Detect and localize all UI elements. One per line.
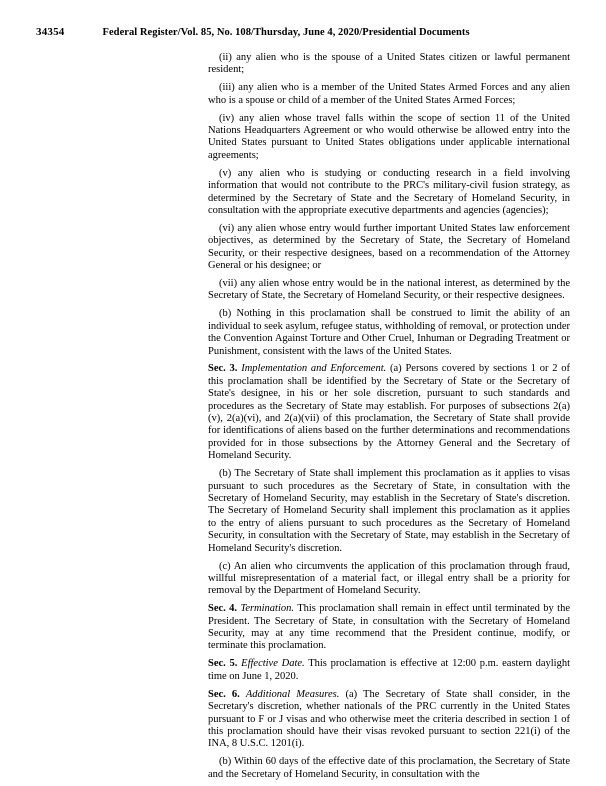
- paragraph-subsection-b-nothing: [208, 308, 570, 358]
- paragraph-sec-5-effective-date-run-3: This proclamation is effective at 12:00 p.m. eastern daylight time on June 1, 2020.: [208, 658, 571, 682]
- paragraph-subsection-b-nothing-run-0: (b) Nothing in this proclamation shall be construed to limit the ability of an individual to seek asylum, refugee status, withholding of removal, or protection under the Convention Against Torture and Other Cruel, Inhuman or Degrading Treatment or Punishment, consistent with the laws of the United States.: [208, 308, 570, 357]
- paragraph-sec-4-termination-run-3: This proclamation shall remain in effect until terminated by the President. The Secretary of State, in consultation with the Secretary of Homeland Security, may at any time recommend that the President continue, modify, or terminate this proclamation.: [208, 603, 571, 652]
- paragraph-sec-4-termination: [208, 603, 570, 653]
- paragraph-sec-6-additional-measures-run-3: (a) The Secretary of State shall consider, in the Secretary's discretion, whether nationals of the PRC currently in the United States pursuant to F or J visas and who otherwise meet the criteria described in section 1 of this proclamation should have their visas revoked pursuant to section 221(i) of the INA, 8 U.S.C. 1201(i).: [208, 688, 571, 750]
- paragraph-sec-5-effective-date-run-2: Effective Date.: [241, 658, 305, 670]
- document-body: [208, 52, 570, 781]
- header-citation: [103, 27, 470, 38]
- header-section: Presidential Documents: [362, 27, 470, 38]
- paragraph-sec-5-effective-date: [208, 658, 570, 683]
- paragraph-sec-3-c: [208, 561, 570, 598]
- paragraph-clause-iii: [208, 82, 570, 107]
- paragraph-clause-vii-run-0: (vii) any alien whose entry would be in the national interest, as determined by the Secretary of State, the Secretary of Homeland Security, or their respective designees.: [208, 278, 570, 302]
- paragraph-clause-ii-run-0: (ii) any alien who is the spouse of a United States citizen or lawful permanent resident;: [208, 52, 570, 76]
- paragraph-clause-ii: [208, 52, 570, 77]
- paragraph-clause-v-run-0: (v) any alien who is studying or conducting research in a field involving information that would not contribute to the PRC's military-civil fusion strategy, as determined by the Secretary of State and the Secretary of Homeland Security, in consultation with the appropriate executive departments and agencies (agencies);: [208, 167, 570, 216]
- paragraph-sec-3-implementation-run-0: Sec. 3.: [208, 363, 238, 375]
- page-header: [36, 26, 570, 38]
- paragraph-sec-3-b-run-0: (b) The Secretary of State shall implement this proclamation as it applies to visas pursuant to such procedures as the Secretary of State, in consultation with the Secretary of Homeland Security, may establish in the Secretary of State's discretion. The Secretary of Homeland Security shall implement this proclamation as it applies to the entry of aliens pursuant to such procedures as the Secretary of Homeland Security, in consultation with the Secretary of State, may establish in the Secretary of Homeland Security's discretion.: [208, 468, 570, 554]
- paragraph-sec-3-implementation: [208, 363, 570, 462]
- header-volume: Vol. 85, No. 108: [180, 27, 252, 38]
- header-date: Thursday, June 4, 2020: [254, 27, 360, 38]
- paragraph-clause-iii-run-0: (iii) any alien who is a member of the United States Armed Forces and any alien who is a spouse or child of a member of the United States Armed Forces;: [208, 82, 570, 106]
- header-separator-1: /: [177, 27, 181, 38]
- paragraph-sec-3-c-run-0: (c) An alien who circumvents the application of this proclamation through fraud, willful misrepresentation of a material fact, or illegal entry shall be a priority for removal by the Department of Homeland Security.: [208, 560, 570, 597]
- paragraph-clause-vii: [208, 278, 570, 303]
- header-separator-3: /: [359, 27, 363, 38]
- paragraph-sec-5-effective-date-run-0: Sec. 5.: [208, 658, 238, 670]
- header-separator-2: /: [251, 27, 254, 38]
- paragraph-sec-4-termination-run-0: Sec. 4.: [208, 603, 238, 615]
- paragraph-clause-iv-run-0: (iv) any alien whose travel falls within the scope of section 11 of the United Nations Headquarters Agreement or who would otherwise be allowed entry into the United States pursuant to United States obligations under applicable international agreements;: [208, 112, 570, 161]
- paragraph-sec-3-b: [208, 468, 570, 555]
- paragraph-sec-6-b: [208, 756, 570, 781]
- paragraph-clause-vi-run-0: (vi) any alien whose entry would further important United States law enforcement objectives, as determined by the Secretary of State, the Secretary of Homeland Security, or their respective designees, based on a recommendation of the Attorney General or his designee; or: [208, 222, 570, 272]
- paragraph-sec-6-additional-measures-run-2: Additional Measures.: [245, 688, 340, 700]
- paragraph-clause-iv: [208, 113, 570, 163]
- paragraph-sec-6-additional-measures-run-0: Sec. 6.: [208, 688, 240, 700]
- paragraph-sec-6-additional-measures: [208, 689, 570, 751]
- paragraph-sec-6-b-run-0: (b) Within 60 days of the effective date of this proclamation, the Secretary of State and the Secretary of Homeland Security, in consultation with the: [208, 756, 570, 780]
- paragraph-clause-vi: [208, 223, 570, 273]
- paragraph-clause-v: [208, 168, 570, 218]
- paragraph-sec-3-implementation-run-2: Implementation and Enforcement.: [241, 363, 387, 375]
- page-number: 34354: [36, 26, 65, 38]
- paragraph-sec-4-termination-run-2: Termination.: [240, 603, 295, 615]
- paragraph-sec-3-implementation-run-3: (a) Persons covered by sections 1 or 2 of this proclamation shall be identified by the Secretary of State or the Secretary of State's designee, in his or her sole discretion, pursuant to such standards and procedures as the Secretary of State may establish. For purposes of subsections 2(a)(v), 2(a)(vi), and 2(a)(vii) of this proclamation, the Secretary of State shall provide for identifications of aliens based on the further determinations and recommendations provided for in those subsections by the Attorney General and the Secretary of Homeland Security.: [208, 363, 570, 462]
- publication-name: Federal Register: [102, 27, 178, 38]
